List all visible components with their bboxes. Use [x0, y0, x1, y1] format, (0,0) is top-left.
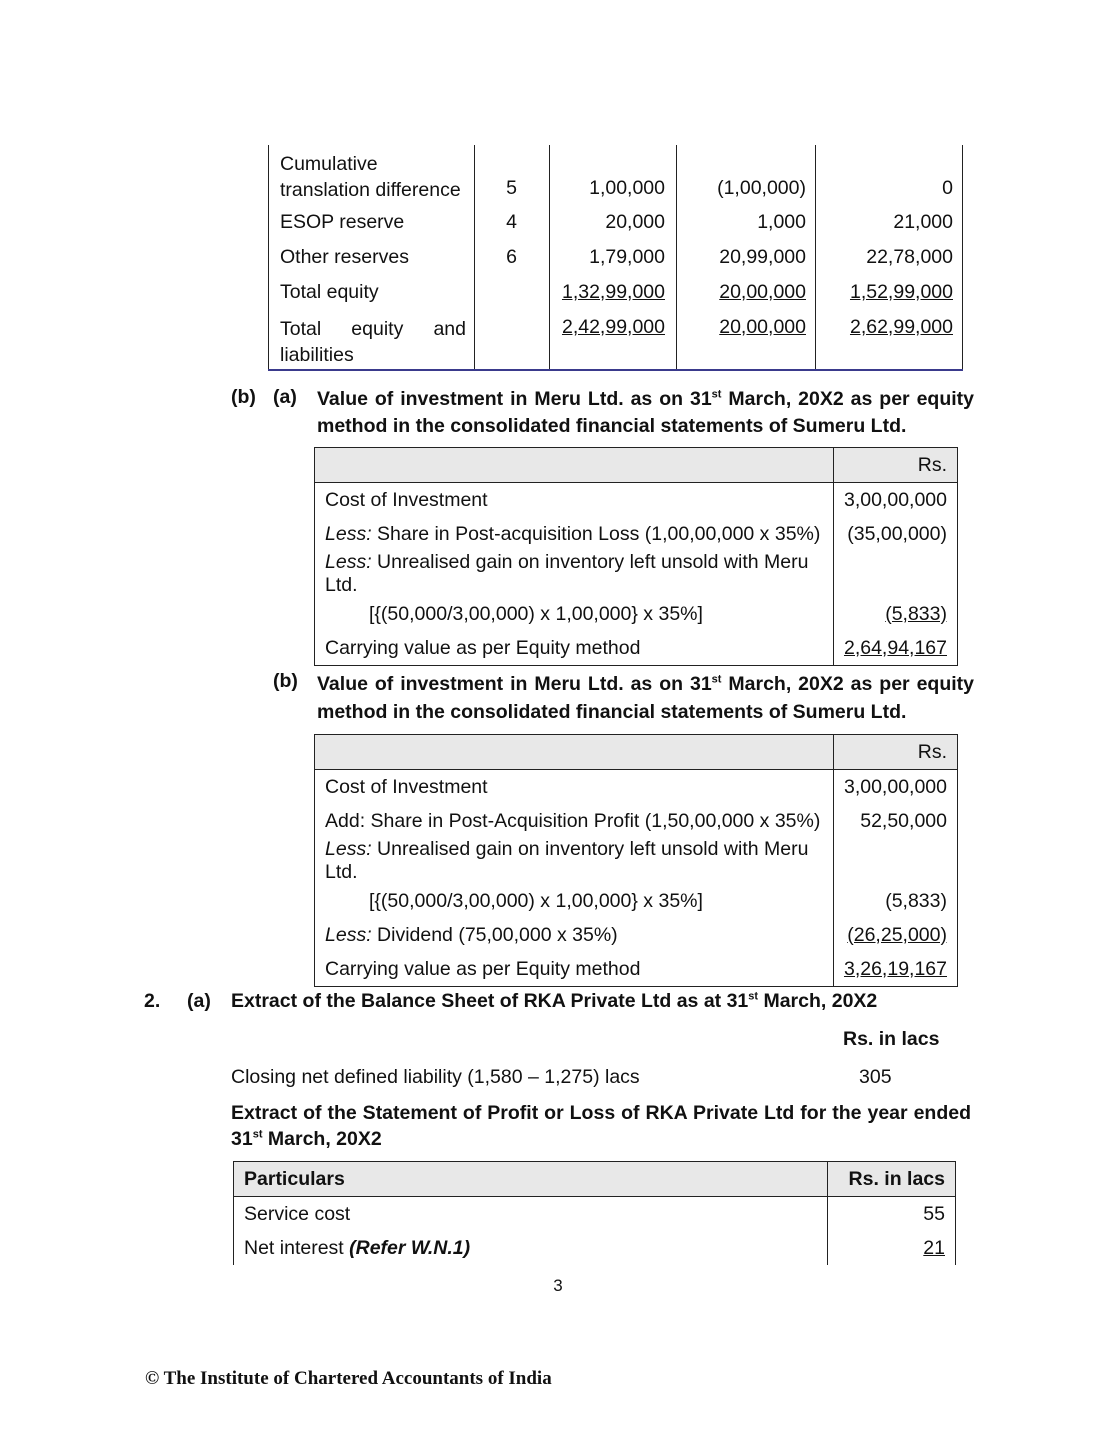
liability-value: 305	[859, 1066, 892, 1088]
table-row: Less: Dividend (75,00,000 x 35%) (26,25,000)	[315, 918, 958, 952]
currency-header: Rs.	[833, 735, 957, 770]
section-heading: Value of investment in Meru Ltd. as on 31st March, 20X2 as per equity method in the consolidated financial statements of Sumeru Ltd.	[317, 388, 974, 437]
row-col2: (1,00,000)	[717, 177, 806, 199]
table-row: Cost of Investment 3,00,00,000	[315, 483, 958, 518]
row-col2: 1,000	[757, 211, 806, 233]
question-part: (a)	[187, 990, 211, 1012]
table-row: Less: Unrealised gain on inventory left unsold with Meru Ltd.	[315, 551, 958, 597]
section-label-a: (a)	[273, 386, 297, 408]
section-heading-2: Value of investment in Meru Ltd. as on 31st March, 20X2 as per equity method in the consolidated financial statements of Sumeru Ltd.	[317, 673, 974, 723]
particulars-header: Particulars	[234, 1162, 828, 1197]
row-col3: 0	[942, 177, 953, 199]
unit-label: Rs. in lacs	[843, 1028, 940, 1050]
profit-loss-table	[233, 1161, 956, 1265]
currency-header: Rs.	[833, 448, 957, 483]
liability-label: Closing net defined liability (1,580 – 1,275) lacs	[231, 1066, 640, 1088]
section-label-b2: (b)	[273, 670, 298, 692]
row-note: 6	[506, 246, 517, 268]
table-row: [{(50,000/3,00,000) x 1,00,000} x 35%] (5,833)	[315, 597, 958, 631]
balance-sheet-heading: Extract of the Balance Sheet of RKA Private Ltd as at 31st March, 20X2	[231, 990, 878, 1012]
row-col1: 2,42,99,000	[561, 316, 665, 338]
row-col1: 1,00,000	[589, 177, 665, 199]
row-col1: 1,79,000	[589, 246, 665, 268]
row-label: Cumulative translation difference	[280, 153, 461, 201]
row-col3: 21,000	[893, 211, 953, 233]
row-col2: 20,99,000	[719, 246, 806, 268]
row-col3: 2,62,99,000	[849, 316, 953, 338]
table-row: Net interest (Refer W.N.1) 21	[234, 1231, 956, 1265]
row-label: Total equity and liabilities	[280, 318, 466, 366]
row-label: Total equity	[280, 281, 379, 303]
investment-table-loss	[314, 447, 958, 666]
footer-copyright: © The Institute of Chartered Accountants of India	[145, 1368, 552, 1389]
row-col1: 1,32,99,000	[561, 281, 665, 303]
row-col3: 1,52,99,000	[849, 281, 953, 303]
section-label-b: (b)	[231, 386, 256, 408]
table-row: Add: Share in Post-Acquisition Profit (1,50,00,000 x 35%) 52,50,000	[315, 804, 958, 838]
page-number: 3	[553, 1276, 563, 1295]
row-col3: 22,78,000	[866, 246, 953, 268]
table-row: [{(50,000/3,00,000) x 1,00,000} x 35%] (5,833)	[315, 884, 958, 918]
investment-table-profit	[314, 734, 958, 987]
pl-heading: Extract of the Statement of Profit or Loss of RKA Private Ltd for the year ended 31st March, 20X2	[231, 1102, 971, 1150]
table-row: Carrying value as per Equity method 2,64,94,167	[315, 631, 958, 666]
row-label: Other reserves	[280, 246, 409, 268]
equity-table	[268, 145, 963, 371]
question-number: 2.	[144, 990, 161, 1012]
table-row: Cost of Investment 3,00,00,000	[315, 770, 958, 805]
table-row: Carrying value as per Equity method 3,26,19,167	[315, 952, 958, 987]
row-label: ESOP reserve	[280, 211, 405, 233]
table-row: Less: Share in Post-acquisition Loss (1,00,00,000 x 35%) (35,00,000)	[315, 517, 958, 551]
amount-header: Rs. in lacs	[828, 1162, 956, 1197]
row-col2: 20,00,000	[719, 316, 806, 338]
row-note: 5	[506, 177, 517, 199]
row-note: 4	[506, 211, 517, 233]
table-row: Service cost 55	[234, 1197, 956, 1232]
row-col2: 20,00,000	[719, 281, 806, 303]
row-col1: 20,000	[605, 211, 665, 233]
table-row: Less: Unrealised gain on inventory left unsold with Meru Ltd.	[315, 838, 958, 884]
